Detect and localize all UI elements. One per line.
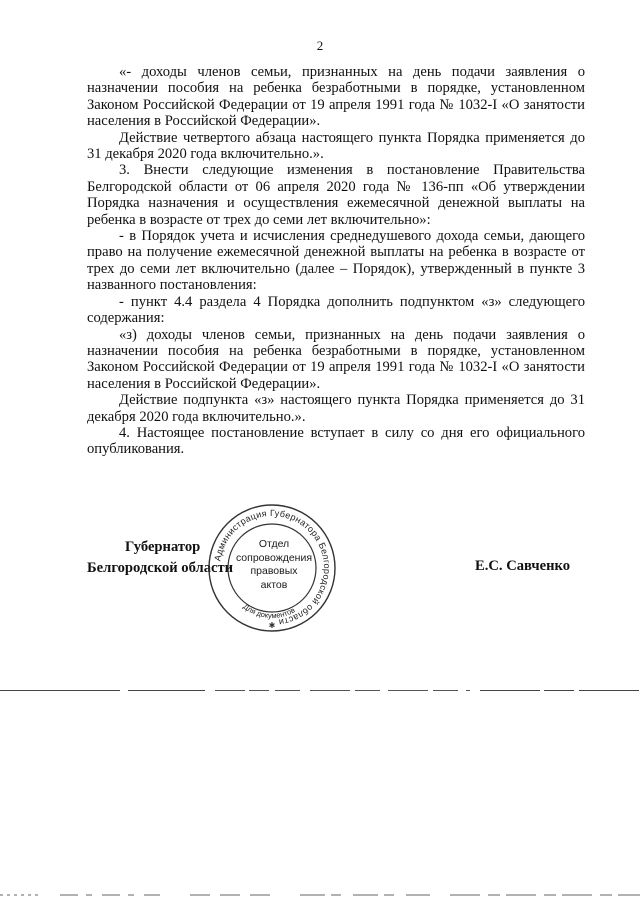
page-number: 2 xyxy=(316,38,324,53)
stamp-line: Отдел xyxy=(258,538,290,550)
stamp-line: правовых xyxy=(250,565,298,577)
stamp-center-text xyxy=(234,538,314,592)
paragraph: Действие четвертого абзаца настоящего пункта Порядка применяется до 31 декабря 2020 года включительно.». xyxy=(87,129,585,163)
stamp-star-icon: ✱ xyxy=(268,621,276,630)
signatory-name: Е.С. Савченко xyxy=(474,558,570,574)
paragraph: 4. Настоящее постановление вступает в силу со дня его официального опубликования. xyxy=(87,424,585,458)
stamp-line: сопровождения xyxy=(235,551,313,564)
paragraph: - в Порядок учета и исчисления среднедушевого дохода семьи, дающего право на получение ежемесячной денежной выплаты на ребенка в возрасте от трех до семи лет включительно (далее – Порядок), утвержденный в пункте 3 названного постановления: xyxy=(87,228,585,294)
signatory-title-line2: Белгородской области xyxy=(87,560,234,576)
paragraph: 3. Внести следующие изменения в постановление Правительства Белгородской области от 06 апреля 2020 года № 136-пп «Об утверждении Порядка назначения и осуществления ежемесячной денежной выплаты на ребенка в возрасте от трех до семи лет включительно»: xyxy=(87,162,585,228)
paragraph: «з) доходы членов семьи, признанных на день подачи заявления о назначении пособия на ребенка безработными в порядке, установленном Законом Российской Федерации от 19 апреля 1991 года № 1032-I «О занятости населения в Российской Федерации». xyxy=(87,326,585,392)
stamp-ring-text: Администрация Губернатора Белгородской области xyxy=(212,507,333,628)
document-body xyxy=(87,64,585,458)
stamp-bottom-text: Для документов xyxy=(241,601,297,621)
stamp-line: актов xyxy=(260,578,288,591)
signatory-title-line1: Губернатор xyxy=(125,539,201,555)
paragraph: Действие подпункта «з» настоящего пункта Порядка применяется до 31 декабря 2020 года включительно.». xyxy=(87,392,585,425)
paragraph: «- доходы членов семьи, признанных на день подачи заявления о назначении пособия на ребенка безработными в порядке, установленном Законом Российской Федерации от 19 апреля 1991 года № 1032-I «О занятости населения в Российской Федерации». xyxy=(87,64,585,130)
scan-footer-marks xyxy=(0,890,640,900)
scan-divider-line xyxy=(0,689,640,692)
paragraph: - пункт 4.4 раздела 4 Порядка дополнить подпунктом «з» следующего содержания: xyxy=(87,293,585,327)
